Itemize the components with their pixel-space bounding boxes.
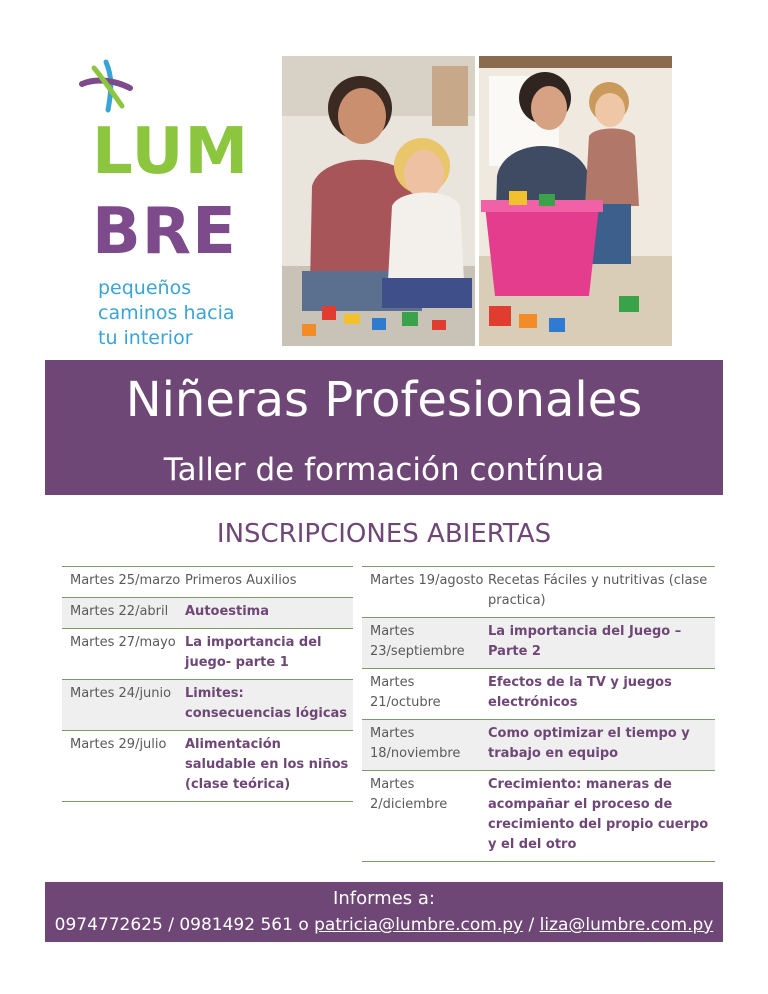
contact-separator: / bbox=[528, 915, 535, 935]
schedule-row bbox=[362, 771, 715, 861]
schedule-date: Martes 29/julio bbox=[70, 737, 167, 752]
schedule-topic: La importancia del juego- parte 1 bbox=[185, 635, 322, 670]
logo-word-bre: BRE bbox=[92, 195, 237, 269]
schedule-row bbox=[62, 731, 353, 801]
schedule-row bbox=[62, 597, 353, 629]
schedule-date: Martes 18/noviembre bbox=[370, 726, 461, 761]
logo-tagline-line: tu interior bbox=[98, 327, 193, 349]
logo-tagline-line: caminos hacia bbox=[98, 302, 235, 324]
logo-tagline bbox=[98, 276, 278, 351]
schedule-row bbox=[62, 679, 353, 731]
header-photo bbox=[282, 56, 672, 346]
schedule-date: Martes 19/agosto bbox=[370, 573, 484, 588]
photo-mother-toddler bbox=[479, 56, 672, 346]
schedule-topic: Autoestima bbox=[185, 604, 270, 619]
schedule-topic: Recetas Fáciles y nutritivas (clase practica) bbox=[488, 573, 708, 608]
contact-line bbox=[45, 913, 723, 937]
schedule-topic: Como optimizar el tiempo y trabajo en equipo bbox=[488, 726, 690, 761]
schedule-row bbox=[362, 567, 715, 617]
lumbre-logo bbox=[72, 58, 272, 358]
logo-tagline-line: pequeños bbox=[98, 277, 192, 299]
schedule-date: Martes 25/marzo bbox=[70, 573, 181, 588]
schedule-date: Martes 2/diciembre bbox=[370, 777, 448, 812]
contact-phones: 0974772625 / 0981492 561 o bbox=[54, 915, 309, 935]
photo-nanny-girl bbox=[282, 56, 475, 346]
schedule-date: Martes 23/septiembre bbox=[370, 624, 465, 659]
schedule-row bbox=[362, 669, 715, 719]
schedule-date: Martes 24/junio bbox=[70, 686, 172, 701]
title-banner bbox=[45, 360, 723, 495]
registration-heading: INSCRIPCIONES ABIERTAS bbox=[216, 519, 552, 549]
schedule-left bbox=[62, 566, 353, 802]
page-subtitle: Taller de formación contínua bbox=[163, 452, 605, 488]
schedule-topic: La importancia del Juego – Parte 2 bbox=[488, 624, 682, 659]
schedule-row bbox=[362, 617, 715, 669]
schedule-row bbox=[62, 567, 353, 597]
contact-title: Informes a: bbox=[333, 888, 435, 909]
page-title: Niñeras Profesionales bbox=[125, 372, 643, 428]
schedule-date: Martes 22/abril bbox=[70, 604, 169, 619]
email-link-liza[interactable]: liza@lumbre.com.py bbox=[539, 915, 714, 935]
schedule-right bbox=[362, 566, 715, 862]
schedule-topic: Alimentación saludable en los niños (clase teórica) bbox=[185, 737, 349, 792]
schedule-topic: Primeros Auxilios bbox=[185, 573, 297, 588]
logo-word-lum: LUM bbox=[92, 115, 250, 189]
schedule-topic: Efectos de la TV y juegos electrónicos bbox=[488, 675, 672, 710]
schedule-topic: Crecimiento: maneras de acompañar el proceso de crecimiento del propio cuerpo y el del otro bbox=[488, 777, 709, 852]
logo-sparkle-icon bbox=[78, 58, 134, 118]
email-link-patricia[interactable]: patricia@lumbre.com.py bbox=[314, 915, 524, 935]
contact-banner bbox=[45, 882, 723, 942]
schedule-row bbox=[362, 719, 715, 771]
schedule-date: Martes 27/mayo bbox=[70, 635, 176, 650]
schedule-date: Martes 21/octubre bbox=[370, 675, 441, 710]
schedule-topic: Limites: consecuencias lógicas bbox=[185, 686, 348, 721]
schedule-row bbox=[62, 629, 353, 679]
